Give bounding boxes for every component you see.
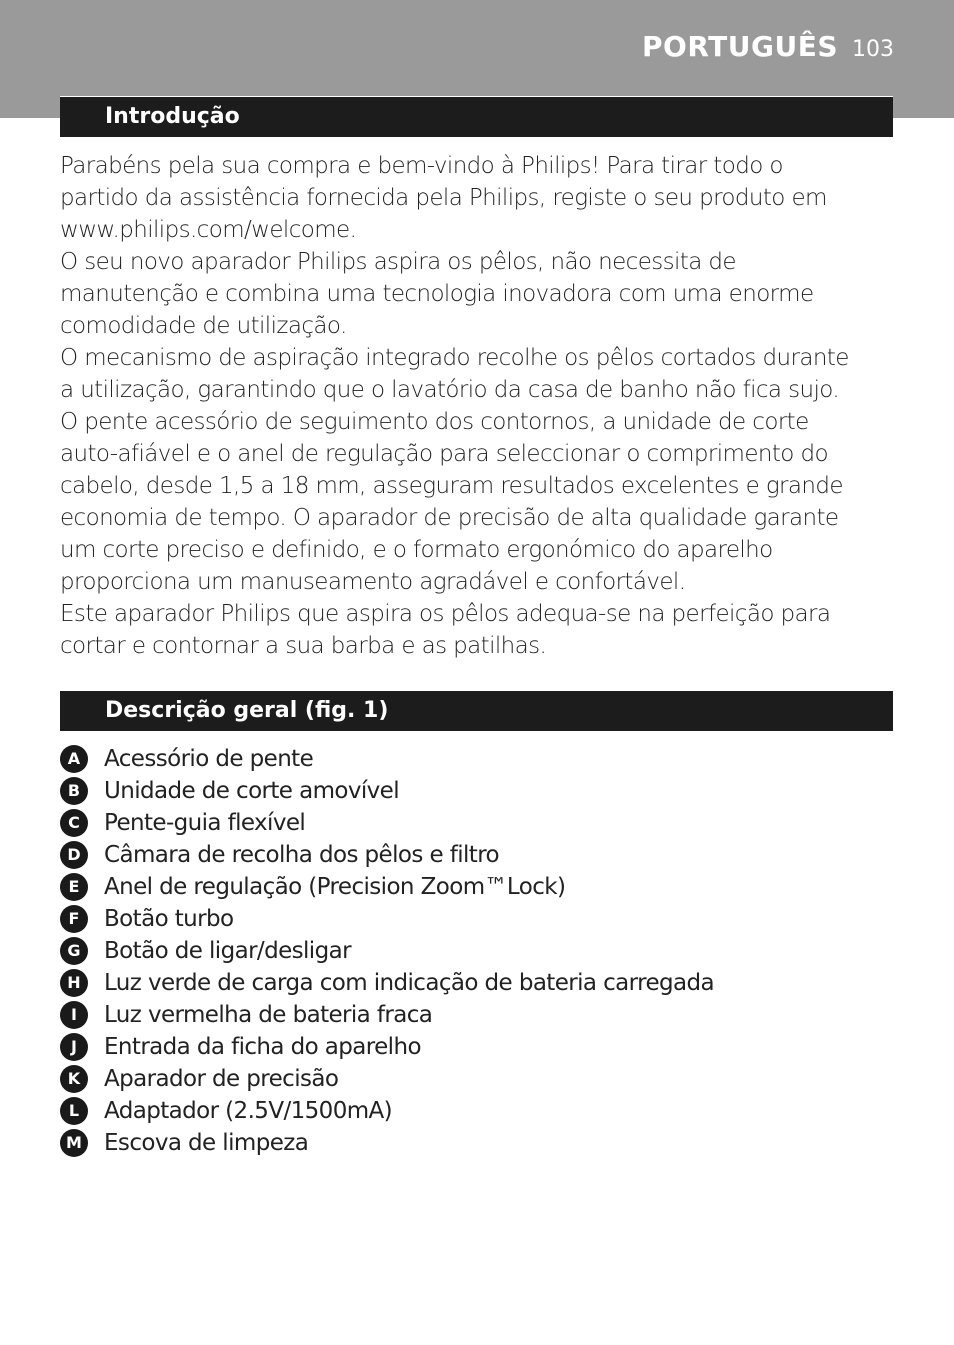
intro-line: O pente acessório de seguimento dos contornos, a unidade de corte <box>60 409 809 435</box>
part-label: Luz verde de carga com indicação de bateria carregada <box>104 970 715 996</box>
letter-badge: D <box>60 841 88 869</box>
page-number: 103 <box>852 37 894 62</box>
list-item <box>60 743 714 775</box>
part-label: Botão de ligar/desligar <box>104 938 351 964</box>
section-title-overview: Descrição geral (fig. 1) <box>105 698 389 723</box>
list-item <box>60 871 714 903</box>
language-title: PORTUGUÊS <box>642 30 838 63</box>
part-label: Aparador de precisão <box>104 1066 339 1092</box>
part-label: Luz vermelha de bateria fraca <box>104 1002 433 1028</box>
part-label: Pente-guia flexível <box>104 810 306 836</box>
letter-badge: F <box>60 905 88 933</box>
letter-badge: K <box>60 1065 88 1093</box>
letter-badge: L <box>60 1097 88 1125</box>
intro-line: manutenção e combina uma tecnologia inovadora com uma enorme <box>60 281 814 307</box>
intro-line: www.philips.com/welcome. <box>60 217 357 243</box>
intro-line: O mecanismo de aspiração integrado recolhe os pêlos cortados durante <box>60 345 849 371</box>
intro-line: economia de tempo. O aparador de precisão de alta qualidade garante <box>60 505 839 531</box>
section-bar-overview <box>60 690 893 731</box>
intro-line: auto-afiável e o anel de regulação para seleccionar o comprimento do <box>60 441 828 467</box>
list-item <box>60 935 714 967</box>
intro-line: cabelo, desde 1,5 a 18 mm, asseguram resultados excelentes e grande <box>60 473 843 499</box>
intro-line: proporciona um manuseamento agradável e confortável. <box>60 569 686 595</box>
part-label: Escova de limpeza <box>104 1130 309 1156</box>
intro-line: partido da assistência fornecida pela Philips, registe o seu produto em <box>60 185 827 211</box>
list-item <box>60 807 714 839</box>
letter-badge: M <box>60 1129 88 1157</box>
letter-badge: I <box>60 1001 88 1029</box>
section-bar-intro <box>60 96 893 137</box>
intro-text <box>60 150 900 662</box>
part-label: Botão turbo <box>104 906 234 932</box>
list-item <box>60 1063 714 1095</box>
intro-line: Parabéns pela sua compra e bem-vindo à Philips! Para tirar todo o <box>60 153 783 179</box>
list-item <box>60 1127 714 1159</box>
section-title-intro: Introdução <box>105 104 240 129</box>
part-label: Unidade de corte amovível <box>104 778 399 804</box>
intro-line: comodidade de utilização. <box>60 313 347 339</box>
list-item <box>60 839 714 871</box>
letter-badge: J <box>60 1033 88 1061</box>
list-item <box>60 903 714 935</box>
page-header <box>642 30 894 63</box>
part-label: Acessório de pente <box>104 746 314 772</box>
parts-list <box>60 743 714 1159</box>
list-item <box>60 775 714 807</box>
letter-badge: H <box>60 969 88 997</box>
letter-badge: E <box>60 873 88 901</box>
letter-badge: B <box>60 777 88 805</box>
letter-badge: G <box>60 937 88 965</box>
part-label: Câmara de recolha dos pêlos e filtro <box>104 842 500 868</box>
letter-badge: C <box>60 809 88 837</box>
letter-badge: A <box>60 745 88 773</box>
list-item <box>60 1095 714 1127</box>
intro-line: O seu novo aparador Philips aspira os pêlos, não necessita de <box>60 249 736 275</box>
list-item <box>60 999 714 1031</box>
list-item <box>60 1031 714 1063</box>
part-label: Entrada da ficha do aparelho <box>104 1034 421 1060</box>
intro-line: Este aparador Philips que aspira os pêlos adequa-se na perfeição para <box>60 601 831 627</box>
intro-line: um corte preciso e definido, e o formato ergonómico do aparelho <box>60 537 773 563</box>
part-label: Adaptador (2.5V/1500mA) <box>104 1098 393 1124</box>
part-label: Anel de regulação (Precision Zoom™Lock) <box>104 874 566 900</box>
intro-line: cortar e contornar a sua barba e as patilhas. <box>60 633 547 659</box>
intro-line: a utilização, garantindo que o lavatório da casa de banho não fica sujo. <box>60 377 840 403</box>
list-item <box>60 967 714 999</box>
